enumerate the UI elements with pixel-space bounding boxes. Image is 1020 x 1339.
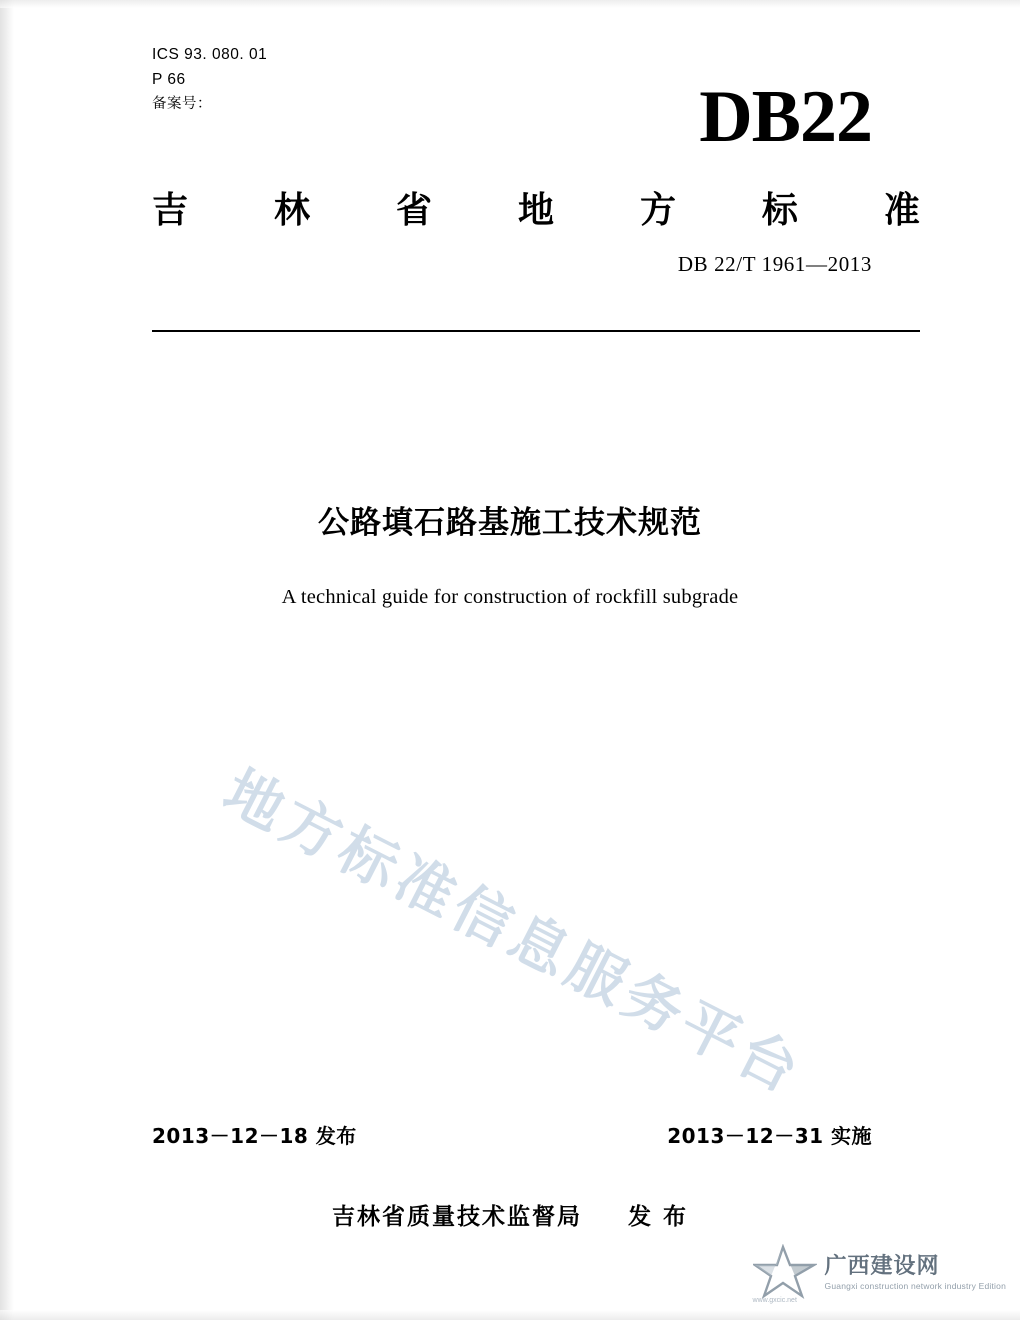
site-url: www.gxcic.net — [752, 1297, 797, 1304]
implementation-date: 2013－12－31 实施 — [667, 1124, 872, 1148]
standard-title-char-6: 标 — [761, 190, 798, 231]
classification-code: P 66 — [152, 71, 186, 88]
standard-title-char-2: 林 — [273, 190, 310, 231]
header-codes — [152, 42, 267, 117]
diagonal-watermark-text: 地方标准信息服务平台 — [213, 756, 815, 1108]
scan-edge-shadow-left — [0, 0, 14, 1320]
standard-title-char-1: 吉 — [152, 190, 189, 231]
scan-edge-shadow-top — [0, 0, 1020, 8]
header-divider — [152, 330, 920, 332]
site-watermark — [753, 1244, 1006, 1302]
standard-title — [152, 182, 920, 233]
standard-number: DB 22/T 1961—2013 — [677, 252, 872, 276]
ics-code: ICS 93. 080. 01 — [152, 46, 268, 63]
page-subtitle-english: A technical guide for construction of rockfill subgrade — [281, 586, 739, 608]
publish-date: 2013－12－18 发布 — [152, 1124, 357, 1148]
issuer-action: 发 布 — [628, 1204, 689, 1230]
standard-title-char-3: 省 — [395, 190, 432, 231]
issuer-line — [0, 1198, 1020, 1231]
site-name: 广西建设网 — [824, 1253, 940, 1279]
site-subtitle: Guangxi construction network industry Edition — [824, 1280, 1006, 1291]
record-number-label: 备案号： — [152, 96, 212, 112]
site-watermark-text — [825, 1255, 1006, 1292]
standard-title-char-7: 准 — [883, 190, 920, 231]
star-icon — [753, 1244, 817, 1302]
standard-title-char-5: 方 — [639, 190, 676, 231]
scan-edge-shadow-bottom — [0, 1310, 1020, 1320]
standard-title-char-4: 地 — [517, 190, 554, 231]
standard-logo: DB22 — [699, 76, 872, 158]
issuer-organization: 吉林省质量技术监督局 — [331, 1204, 582, 1230]
page-title: 公路填石路基施工技术规范 — [318, 505, 702, 541]
